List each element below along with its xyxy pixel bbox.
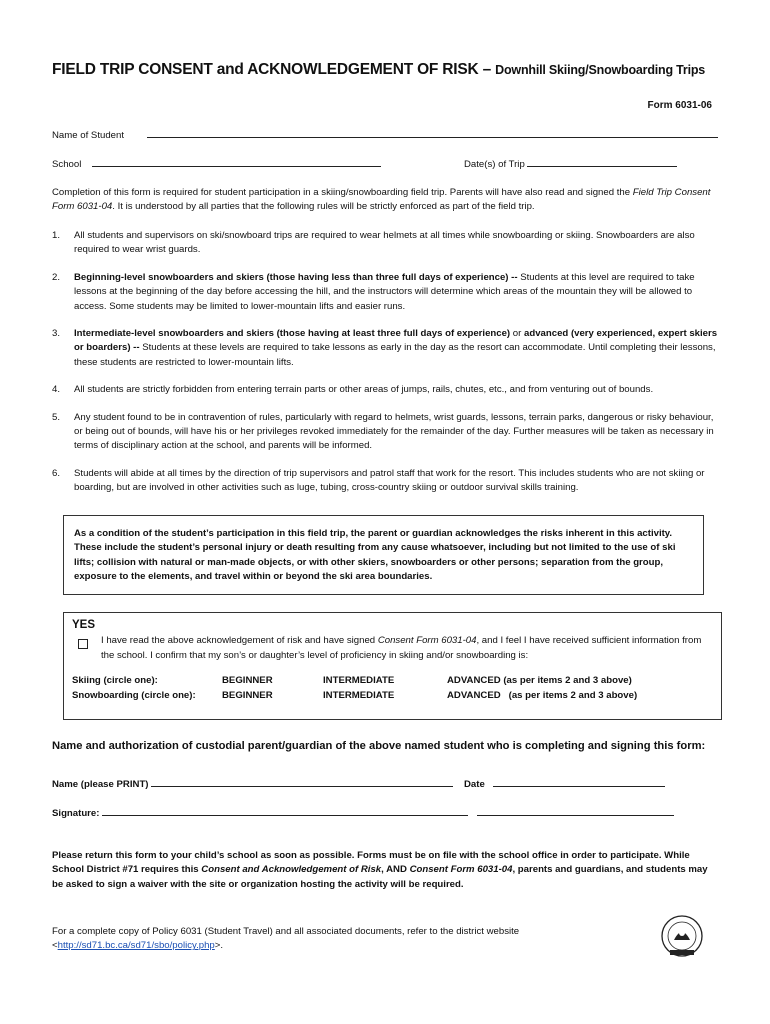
form-title xyxy=(52,58,732,81)
footer-bracket: < xyxy=(52,940,58,952)
snowboarding-beginner-option[interactable]: BEGINNER xyxy=(222,690,273,702)
rule-number: 6. xyxy=(52,467,61,479)
rule-connector: or xyxy=(510,327,525,339)
skiing-advanced-option[interactable]: ADVANCED (as per items 2 and 3 above) xyxy=(447,675,632,687)
footer-text: For a complete copy of Policy 6031 (Student Travel) and all associated documents, refer to the district website xyxy=(52,926,520,937)
authorization-heading: Name and authorization of custodial parent/guardian of the above named student who is completing and signing this form: xyxy=(52,740,706,752)
rule-item xyxy=(52,411,720,454)
intro-text-end: . It is understood by all parties that the following rules will be strictly enforced as part of the field trip. xyxy=(112,201,535,213)
school-district-seal-icon xyxy=(660,914,704,958)
return-instructions xyxy=(52,849,712,892)
student-name-field[interactable] xyxy=(147,128,718,138)
rule-text: Students at this level are required to take lessons at the beginning of the day before accessing the hill, and the instructors will determine which areas of the mountain they will be allowed to access. Some students may be limited to lower-mountain lifts and easier runs. xyxy=(74,271,695,312)
date-field[interactable] xyxy=(493,777,665,787)
title-separator: – xyxy=(478,61,496,78)
rule-item xyxy=(52,271,720,314)
date-row xyxy=(464,777,665,792)
rule-number: 3. xyxy=(52,327,61,339)
rule-text: Any student found to be in contravention of rules, particularly with regard to helmets, wrist guards, lessons, terrain parks, dangerous or risky behaviour, or being out of bounds, will have his or her privileges revoked immediately for the remainder of the day. Further measures will be taken as necessary in terms of disciplinary action at the school, and parents will be informed. xyxy=(74,411,714,452)
footer-bracket: >. xyxy=(214,940,224,952)
yes-text-end: , and I feel I have received sufficient information from the school. I confirm that my son’s or daughter’s level of proficiency in skiing and/or snowboarding is: xyxy=(101,635,702,661)
rule-bold-text: Intermediate-level snowboarders and skiers (those having at least three full days of experience) xyxy=(74,327,511,339)
policy-link[interactable]: http://sd71.bc.ca/sd71/sbo/policy.php xyxy=(57,940,215,952)
skiing-level-label: Skiing (circle one): xyxy=(72,675,158,687)
return-form-reference: Consent and Acknowledgement of Risk xyxy=(201,864,382,876)
trip-dates-label: Date(s) of Trip xyxy=(464,159,525,170)
yes-consent-box xyxy=(63,612,722,720)
rule-number: 5. xyxy=(52,411,61,423)
trip-dates-row xyxy=(464,157,677,172)
return-text: Please return this form to your child’s school as soon as possible. Forms must be on file with the school office in order to participate. While School District #71 requires this xyxy=(52,850,690,876)
skiing-intermediate-option[interactable]: INTERMEDIATE xyxy=(323,675,395,687)
yes-checkbox[interactable] xyxy=(78,639,88,649)
yes-text: I have read the above acknowledgement of risk and have signed xyxy=(101,635,378,647)
student-name-row xyxy=(52,128,718,143)
yes-form-reference: Consent Form 6031-04 xyxy=(377,635,477,647)
intro-paragraph xyxy=(52,186,718,215)
skiing-beginner-option[interactable]: BEGINNER xyxy=(222,675,273,687)
return-form-reference: Consent Form 6031-04 xyxy=(409,864,513,876)
snowboarding-intermediate-option[interactable]: INTERMEDIATE xyxy=(323,690,395,702)
proficiency-table xyxy=(72,674,637,704)
signature-label: Signature: xyxy=(52,808,100,819)
yes-statement xyxy=(101,634,713,663)
rule-item xyxy=(52,383,720,397)
parent-name-label: Name (please PRINT) xyxy=(52,779,149,790)
rule-item xyxy=(52,467,720,496)
school-field[interactable] xyxy=(92,157,381,167)
rule-text: All students and supervisors on ski/snowboard trips are required to wear helmets at all times while snowboarding or skiing. Snowboarders are also required to wear wrist guards. xyxy=(74,230,695,256)
form-number: Form 6031-06 xyxy=(647,100,712,111)
school-row xyxy=(52,157,381,172)
trip-dates-field[interactable] xyxy=(527,157,677,167)
school-label: School xyxy=(52,159,82,170)
footer-link-line xyxy=(52,939,612,953)
snowboarding-advanced-option[interactable]: ADVANCED (as per items 2 and 3 above) xyxy=(447,690,638,702)
intro-text: Completion of this form is required for student participation in a skiing/snowboarding field trip. Parents will have also read and signed the xyxy=(52,187,633,198)
rules-list xyxy=(52,229,720,508)
risk-acknowledgement-box: As a condition of the student’s participation in this field trip, the parent or guardian acknowledges the risks inherent in this activity. These include the student’s personal injury or death resulting from any cause whatsoever, including but not limited to the use of ski lifts; collision with natural or man-made objects, or with other skiers, snowboarders or other persons; separation from the group, exposure to the elements, and travel within or beyond the ski area boundaries. xyxy=(63,515,704,595)
rule-number: 4. xyxy=(52,384,61,396)
title-main: FIELD TRIP CONSENT and ACKNOWLEDGEMENT OF RISK xyxy=(52,61,479,78)
parent-name-field[interactable] xyxy=(151,777,453,787)
intro-form-reference: Field Trip Consent Form 6031-04 xyxy=(52,187,711,213)
rule-number: 2. xyxy=(52,271,61,283)
rule-item xyxy=(52,229,720,258)
student-name-label: Name of Student xyxy=(52,130,124,141)
return-text-end: , parents and guardians, and students may be asked to sign a waiver with the site or organization hosting the activity will be required. xyxy=(52,864,708,890)
signature-row xyxy=(52,806,674,821)
title-subtitle: Downhill Skiing/Snowboarding Trips xyxy=(495,63,706,77)
signature-field[interactable] xyxy=(102,806,468,816)
snowboarding-level-label: Snowboarding (circle one): xyxy=(72,690,196,702)
rule-number: 1. xyxy=(52,230,61,241)
rule-text: Students at these levels are required to take lessons as early in the day as the resort can accommodate. Until completing their lessons, these students are restricted to lower-mountain lifts. xyxy=(74,342,716,368)
rule-bold-text: advanced (very experienced, expert skiers or boarders) -- xyxy=(74,327,718,354)
policy-footer xyxy=(52,925,612,954)
rule-bold-text: Beginning-level snowboarders and skiers (those having less than three full days of experience) -- xyxy=(74,271,518,283)
return-text: , AND xyxy=(381,864,410,876)
snowboarding-level-row xyxy=(72,689,637,704)
yes-label: YES xyxy=(72,619,96,631)
rule-text: Students will abide at all times by the direction of trip supervisors and patrol staff that work for the resort. This includes students who are not skiing or boarding, but are involved in other activities such as luge, tubing, cross-country skiing or outdoor survival skills training. xyxy=(74,467,705,494)
rule-item xyxy=(52,327,720,370)
skiing-level-row xyxy=(72,674,637,689)
date-label: Date xyxy=(464,779,485,790)
signature-date-field[interactable] xyxy=(477,806,674,816)
parent-name-row xyxy=(52,777,453,792)
rule-text: All students are strictly forbidden from entering terrain parts or other areas of jumps, rails, chutes, etc., and from venturing out of bounds. xyxy=(74,384,654,396)
